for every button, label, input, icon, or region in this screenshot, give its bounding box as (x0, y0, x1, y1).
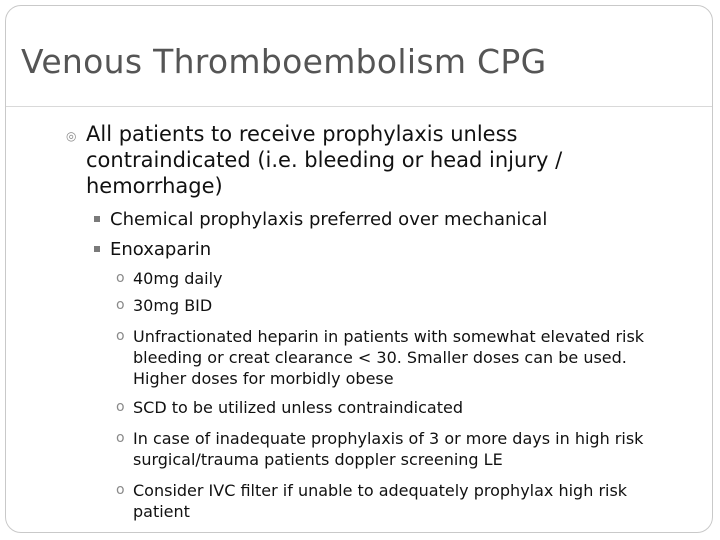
circle-bullet-icon: o (116, 430, 125, 446)
detail-bullet-item (116, 326, 676, 389)
circle-bullet-icon: o (116, 328, 125, 344)
circle-bullet-icon: o (116, 270, 125, 286)
bullet-icon: ◎ (66, 129, 77, 143)
slide-frame (5, 5, 713, 533)
circle-bullet-icon: o (116, 297, 125, 313)
detail-bullet-text: Unfractionated heparin in patients with somewhat elevated risk bleeding or creat clearance < 30. Smaller doses can be used. Higher doses for morbidly obese (133, 327, 645, 388)
title-area (6, 6, 712, 107)
sub-bullet-item (94, 239, 211, 260)
detail-bullet-text: 30mg BID (133, 296, 213, 315)
main-bullet-item (66, 121, 650, 199)
detail-bullet-text: 40mg daily (133, 269, 223, 288)
detail-bullet-item (116, 268, 676, 289)
sub-bullet-text: Enoxaparin (110, 239, 212, 260)
detail-bullet-text: Consider IVC filter if unable to adequately prophylax high risk patient (133, 481, 628, 521)
square-bullet-icon (94, 216, 100, 222)
sub-bullet-item (94, 209, 547, 230)
circle-bullet-icon: o (116, 399, 125, 415)
detail-bullet-text: In case of inadequate prophylaxis of 3 or more days in high risk surgical/trauma patients doppler screening LE (133, 429, 644, 469)
circle-bullet-icon: o (116, 482, 125, 498)
detail-bullet-item (116, 397, 676, 418)
square-bullet-icon (94, 246, 100, 252)
slide-title: Venous Thromboembolism CPG (21, 42, 547, 81)
detail-bullet-item (116, 428, 676, 470)
detail-bullet-text: SCD to be utilized unless contraindicated (133, 398, 463, 417)
sub-bullet-text: Chemical prophylaxis preferred over mechanical (110, 209, 548, 230)
detail-bullet-item (116, 295, 676, 316)
main-bullet-text: All patients to receive prophylaxis unless contraindicated (i.e. bleeding or head injury / hemorrhage) (86, 122, 563, 198)
detail-bullet-item (116, 480, 676, 522)
